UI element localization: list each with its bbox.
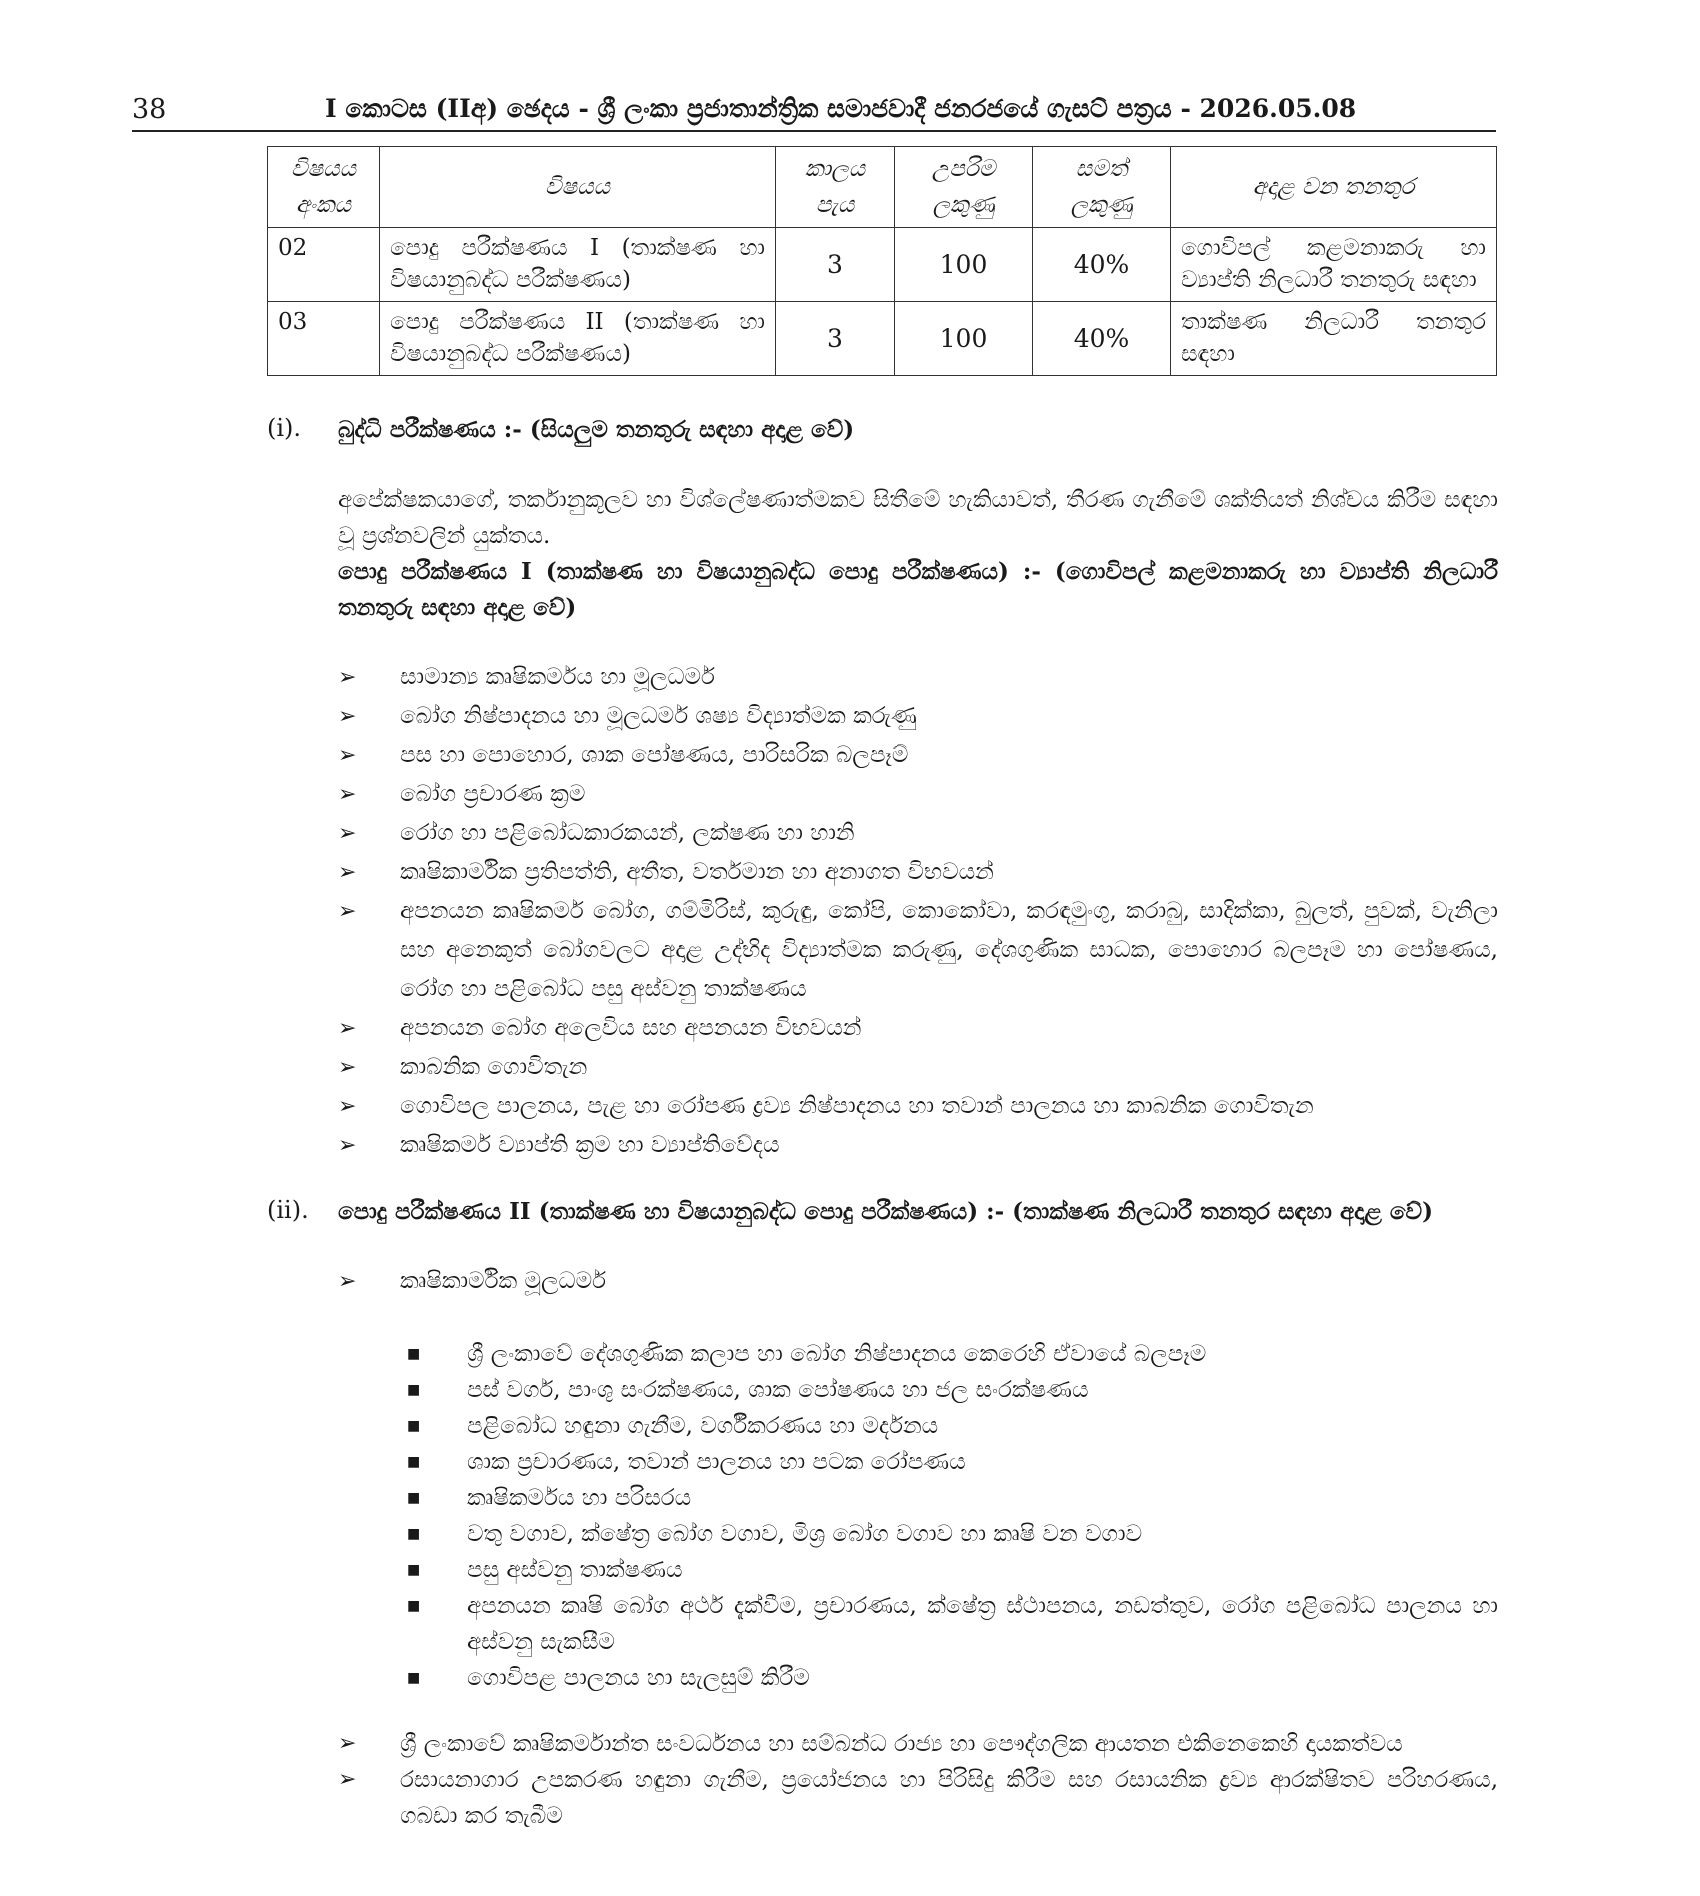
cell-subject: පොදු පරීක්ෂණය I (තාක්ෂණ හා විෂයානුබද්ධ පරීක්ෂණය) xyxy=(380,228,776,302)
cell-max-marks: 100 xyxy=(895,302,1033,376)
header-subject: විෂයය xyxy=(380,147,776,228)
square-bullet-icon: ■ xyxy=(407,1346,421,1362)
list-item: ➢ රෝග හා පළිබෝධකාරකයන්, ලක්ෂණ හා හානි xyxy=(338,814,1498,853)
cell-duration: 3 xyxy=(776,302,895,376)
section-marker-ii: (ii). xyxy=(267,1196,309,1224)
list-item: ➢ බෝග ප්‍රචාරණ ක්‍රම xyxy=(338,775,1498,814)
exam-subjects-table xyxy=(267,146,1497,376)
cell-applicable-post: ගොවිපල් කළමනාකරු හා ව්‍යාප්ති නිලධාරී තනතුරු සඳහා xyxy=(1171,228,1497,302)
cell-subject-no: 02 xyxy=(268,228,380,302)
square-bullet-icon: ■ xyxy=(407,1598,421,1614)
square-bullet-icon: ■ xyxy=(407,1526,421,1542)
list-item: ➢ කෘෂිකර්ම ව්‍යාප්ති ක්‍රම හා ව්‍යාප්තිවේදය xyxy=(338,1126,1498,1165)
general-test-ii-subtopics xyxy=(405,1336,1498,1696)
list-item: ■ ශාක ප්‍රචාරණය, තවාන් පාලනය හා පටක රෝපණය xyxy=(405,1444,1498,1480)
section-paragraph xyxy=(338,482,1498,626)
cell-max-marks: 100 xyxy=(895,228,1033,302)
list-item: ➢ කෘෂිකාර්මික ප්‍රතිපත්ති, අතීත, වර්තමාන හා අනාගත විභවයන් xyxy=(338,853,1498,892)
general-test-ii-more-topics xyxy=(338,1726,1498,1834)
arrow-bullet-icon: ➢ xyxy=(338,1055,357,1080)
table-row xyxy=(268,228,1497,302)
square-bullet-icon: ■ xyxy=(407,1562,421,1578)
header-duration: කාලය පැය xyxy=(776,147,895,228)
cell-pass-marks: 40% xyxy=(1033,302,1171,376)
section-marker-i: (i). xyxy=(267,414,302,442)
list-item: ■ ගොවිපළ පාලනය හා සැලසුම් කිරීම xyxy=(405,1660,1498,1696)
arrow-bullet-icon: ➢ xyxy=(338,1094,357,1119)
general-test-i-heading: පොදු පරීක්ෂණය I (තාක්ෂණ හා විෂයානුබද්ධ පොදු පරීක්ෂණය) :- (ගොවිපල් කළමනාකරු හා ව්‍යාප්ති නිලධාරී තනතුරු සඳහා අදාළ වේ) xyxy=(338,558,1498,621)
list-item: ➢ කාබනික ගොවිතැන xyxy=(338,1048,1498,1087)
arrow-bullet-icon: ➢ xyxy=(338,1731,357,1756)
cell-duration: 3 xyxy=(776,228,895,302)
arrow-bullet-icon: ➢ xyxy=(338,1133,357,1158)
header-rule xyxy=(132,130,1496,132)
arrow-bullet-icon: ➢ xyxy=(338,860,357,885)
square-bullet-icon: ■ xyxy=(407,1490,421,1506)
list-item: ➢ ගොවිපල පාලනය, පැළ හා රෝපණ ද්‍රව්‍ය නිෂ්පාදනය හා තවාන් පාලනය හා කාබනික ගොවිතැන xyxy=(338,1087,1498,1126)
arrow-bullet-icon: ➢ xyxy=(338,704,357,729)
cell-subject-no: 03 xyxy=(268,302,380,376)
header-applicable-post: අදාළ වන තනතුර xyxy=(1171,147,1497,228)
arrow-bullet-icon: ➢ xyxy=(338,1767,357,1792)
cell-pass-marks: 40% xyxy=(1033,228,1171,302)
square-bullet-icon: ■ xyxy=(407,1454,421,1470)
section-heading-intelligence-test: බුද්ධි පරීක්ෂණය :- (සියලුම තනතුරු සඳහා අදාළ වේ) xyxy=(338,416,855,443)
header-subject-no: විෂයය අංකය xyxy=(268,147,380,228)
table-row xyxy=(268,302,1497,376)
square-bullet-icon: ■ xyxy=(407,1418,421,1434)
list-item: ➢ ශ්‍රී ලංකාවේ කෘෂිකර්මාන්ත සංවර්ධනය හා සම්බන්ධ රාජ්‍ය හා පෞද්ගලික ආයතන එකිනෙකෙහි දායකත්වය xyxy=(338,1726,1498,1762)
list-item: ■ පළිබෝධ හඳුනා ගැනීම, වර්ගීකරණය හා මර්දනය xyxy=(405,1408,1498,1444)
list-item: ■ පස් වර්ග, පාංශු සංරක්ෂණය, ශාක පෝෂණය හා ජල සංරක්ෂණය xyxy=(405,1372,1498,1408)
list-item: ■ අපනයන කෘෂි බෝග අර්ථ දැක්වීම, ප්‍රචාරණය, ක්ෂේත්‍ර ස්ථාපනය, නඩත්තුව, රෝග පළිබෝධ පාලනය හා අස්වනු සැකසීම xyxy=(405,1588,1498,1660)
list-item: ■ වතු වගාව, ක්ෂේත්‍ර බෝග වගාව, මිශ්‍ර බෝග වගාව හා කෘෂි වන වගාව xyxy=(405,1516,1498,1552)
arrow-bullet-icon: ➢ xyxy=(338,782,357,807)
list-item: ➢ කෘෂිකාර්මික මූලධර්ම xyxy=(338,1262,1498,1301)
header-max-marks: උපරිම ලකුණු xyxy=(895,147,1033,228)
list-item: ■ ශ්‍රී ලංකාවේ දේශගුණික කලාප හා බෝග නිෂ්පාදනය කෙරෙහි ඒවායේ බලපෑම xyxy=(405,1336,1498,1372)
arrow-bullet-icon: ➢ xyxy=(338,821,357,846)
arrow-bullet-icon: ➢ xyxy=(338,1269,357,1294)
arrow-bullet-icon: ➢ xyxy=(338,743,357,768)
cell-subject: පොදු පරීක්ෂණය II (තාක්ෂණ හා විෂයානුබද්ධ පරීක්ෂණය) xyxy=(380,302,776,376)
header-pass-marks: සමත් ලකුණු xyxy=(1033,147,1171,228)
general-test-ii-main-topic xyxy=(338,1262,1498,1301)
arrow-bullet-icon: ➢ xyxy=(338,665,357,690)
square-bullet-icon: ■ xyxy=(407,1382,421,1398)
list-item: ➢ සාමාන්‍ය කෘෂිකර්මය හා මූලධර්ම xyxy=(338,658,1498,697)
cell-applicable-post: තාක්ෂණ නිලධාරී තනතුර සඳහා xyxy=(1171,302,1497,376)
table-header-row xyxy=(268,147,1497,228)
list-item: ➢ රසායනාගාර උපකරණ හඳුනා ගැනීම, ප්‍රයෝජනය හා පිරිසිදු කිරීම සහ රසායනික ද්‍රව්‍ය ආරක්ෂිතව පරිහරණය, ගබඩා කර තැබීම xyxy=(338,1762,1498,1834)
list-item: ■ පසු අස්වනු තාක්ෂණය xyxy=(405,1552,1498,1588)
arrow-bullet-icon: ➢ xyxy=(338,899,357,924)
intelligence-test-description: අපේක්ෂකයාගේ, තර්කානුකූලව හා විශ්ලේෂණාත්මකව සිතීමේ හැකියාවත්, තීරණ ගැනීමේ ශක්තියත් නිශ්චය කිරීම සඳහා වූ ප්‍රශ්නවලින් යුක්තය. xyxy=(338,487,1498,549)
list-item: ■ කෘෂිකර්මය හා පරිසරය xyxy=(405,1480,1498,1516)
list-item: ➢ පස හා පොහොර, ශාක පෝෂණය, පාරිසරික බලපෑම් xyxy=(338,736,1498,775)
list-item: ➢ අපනයන බෝග අලෙවිය සහ අපනයන විභවයන් xyxy=(338,1009,1498,1048)
general-test-i-topics xyxy=(338,658,1498,1165)
list-item: ➢ අපනයන කෘෂිකර්ම බෝග, ගම්මිරිස්, කුරුඳු, කෝපි, කොකෝවා, කරඳමුංගු, කරාබු, සාදික්කා, බුලත්, පුවක්, වැනිලා සහ අනෙකුත් බෝගවලට අදාළ උද්භිද විද්‍යාත්මක කරුණු, දේශගුණික සාධක, පොහොර බලපෑම හා පෝෂණය, රෝග හා පළිබෝධ පසු අස්වනු තාක්ෂණය xyxy=(338,892,1498,1009)
arrow-bullet-icon: ➢ xyxy=(338,1016,357,1041)
section-heading-general-test-ii: පොදු පරීක්ෂණය II (තාක්ෂණ හා විෂයානුබද්ධ පොදු පරීක්ෂණය) :- (තාක්ෂණ නිලධාරී තනතුර සඳහා අදාළ වේ) xyxy=(338,1198,1433,1225)
page-number: 38 xyxy=(132,94,167,125)
square-bullet-icon: ■ xyxy=(407,1670,421,1686)
list-item: ➢ බෝග නිෂ්පාදනය හා මූලධර්ම ශෂ්‍ය විද්‍යාත්මක කරුණු xyxy=(338,697,1498,736)
gazette-header-title: I කොටස (IIඅ) ඡෙදය - ශ්‍රී ලංකා ප්‍රජාතාන්ත්‍රික සමාජවාදී ජනරජයේ ගැසට් පත්‍රය - 2026.05.08 xyxy=(325,94,1357,123)
